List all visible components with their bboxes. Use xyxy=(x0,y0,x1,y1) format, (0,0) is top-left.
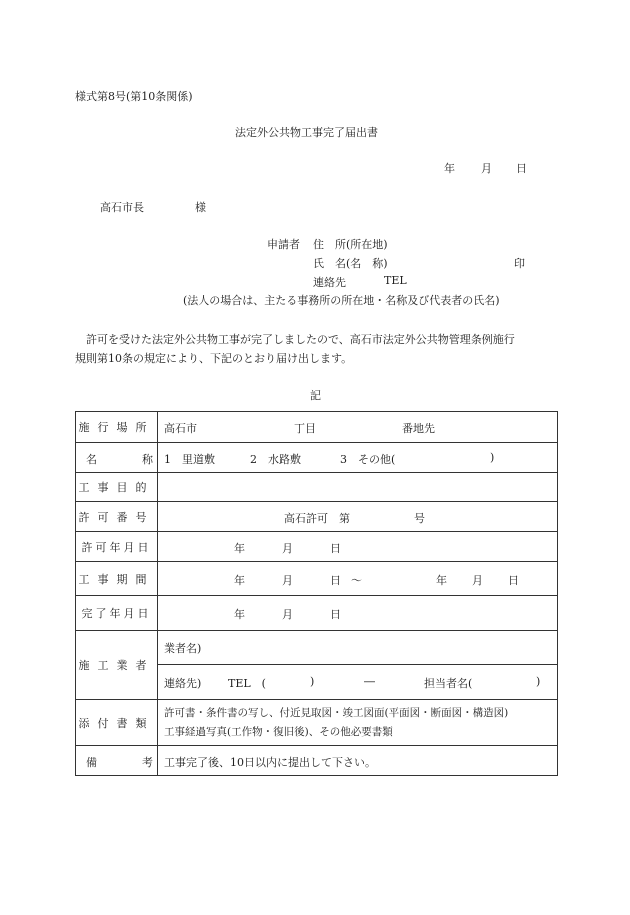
label-complete-date: 完了年月日 xyxy=(81,607,152,620)
row-attachments xyxy=(76,700,558,746)
contractor-contact-label: 連絡先) xyxy=(164,677,202,690)
label-permit-date: 許可年月日 xyxy=(81,540,152,554)
name-label: 氏 名(名 称) xyxy=(313,257,388,270)
applicant-label: 申請者 xyxy=(267,238,300,251)
contact-label: 連絡先 xyxy=(313,276,346,289)
row-name xyxy=(76,443,558,473)
row-purpose xyxy=(76,473,558,502)
form-number: 様式第8号(第10条関係) xyxy=(75,90,193,103)
period-start-day: 日 xyxy=(330,574,341,587)
notification-table xyxy=(75,411,558,776)
row-contractor-company xyxy=(76,631,558,665)
permit-date-year: 年 xyxy=(234,542,245,555)
location-banchi: 番地先 xyxy=(402,422,435,435)
row-permit-number xyxy=(76,502,558,532)
contractor-company-label: 業者名) xyxy=(164,642,202,655)
period-end-day: 日 xyxy=(508,574,519,587)
contractor-tel-close: ) xyxy=(310,675,315,688)
permit-number-suffix: 号 xyxy=(414,512,425,525)
complete-date-day: 日 xyxy=(330,608,341,621)
option-other: 3 その他( xyxy=(340,453,396,466)
label-remarks-b: 考 xyxy=(142,756,153,769)
row-location xyxy=(76,412,558,443)
permit-date-day: 日 xyxy=(330,542,341,555)
period-end-year: 年 xyxy=(436,574,447,587)
location-chome: 丁目 xyxy=(294,422,316,435)
row-permit-date xyxy=(76,532,558,562)
label-name-b: 称 xyxy=(142,453,153,466)
complete-date-month: 月 xyxy=(282,608,293,621)
complete-date-year: 年 xyxy=(234,608,245,621)
label-contractor: 施工業者 xyxy=(78,659,155,672)
label-remarks-a: 備 xyxy=(86,756,97,769)
remarks-text: 工事完了後、10日以内に提出して下さい。 xyxy=(164,756,376,769)
corporate-note: (法人の場合は、主たる事務所の所在地・名称及び代表者の氏名) xyxy=(183,294,500,307)
label-purpose: 工事目的 xyxy=(78,481,155,494)
label-permit-number: 許可番号 xyxy=(78,510,155,524)
attachments-line-2: 工事経過写真(工作物・復旧後)、その他必要書類 xyxy=(164,726,393,738)
label-name-a: 名 xyxy=(86,453,97,466)
contractor-person-close: ) xyxy=(536,675,541,688)
option-other-close: ) xyxy=(490,451,495,464)
tel-label: TEL xyxy=(384,274,407,287)
address-label: 住 所(所在地) xyxy=(313,238,388,251)
row-period xyxy=(76,562,558,596)
date-day: 日 xyxy=(516,162,527,175)
label-attachments: 添付書類 xyxy=(78,716,155,730)
row-complete-date xyxy=(76,596,558,631)
period-start-month: 月 xyxy=(282,574,293,587)
ki-heading: 記 xyxy=(310,389,321,402)
period-tilde: ～ xyxy=(351,574,362,587)
contractor-person: 担当者名( xyxy=(424,677,473,690)
option-road: 1 里道敷 xyxy=(164,453,215,466)
date-month: 月 xyxy=(481,162,492,175)
body-line-2: 規則第10条の規定により、下記のとおり届け出します。 xyxy=(75,352,353,365)
label-period: 工事期間 xyxy=(78,572,155,586)
body-line-1: 許可を受けた法定外公共物工事が完了しましたので、高石市法定外公共物管理条例施行 xyxy=(75,333,515,346)
period-start-year: 年 xyxy=(234,574,245,587)
addressee-honorific: 様 xyxy=(195,201,206,214)
permit-number-prefix: 高石許可 第 xyxy=(284,512,350,525)
purpose-value xyxy=(158,473,558,502)
contractor-tel: TEL ( xyxy=(228,677,266,690)
seal-mark: 印 xyxy=(514,257,525,270)
contractor-dash: ― xyxy=(364,675,375,688)
date-year: 年 xyxy=(444,162,455,175)
location-city: 高石市 xyxy=(164,422,197,435)
addressee: 高石市長 xyxy=(100,201,144,214)
label-location: 施行場所 xyxy=(78,421,155,434)
option-waterway: 2 水路敷 xyxy=(250,453,301,466)
row-remarks xyxy=(76,746,558,776)
attachments-line-1: 許可書・条件書の写し、付近見取図・竣工図面(平面図・断面図・構造図) xyxy=(164,707,509,719)
period-end-month: 月 xyxy=(472,574,483,587)
permit-date-month: 月 xyxy=(282,542,293,555)
document-title: 法定外公共物工事完了届出書 xyxy=(235,126,378,139)
